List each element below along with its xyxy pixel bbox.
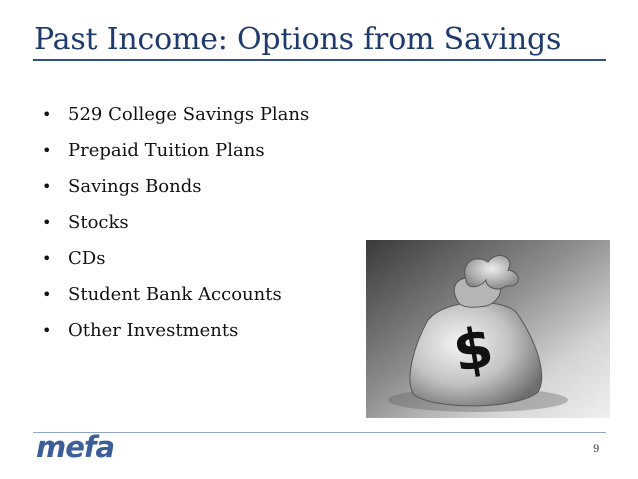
bullet-icon: •	[42, 104, 52, 124]
bullet-icon: •	[42, 248, 52, 268]
bullet-text: Other Investments	[68, 319, 239, 341]
bullet-list	[42, 96, 309, 348]
page-number: 9	[593, 444, 600, 455]
money-bag-photo	[366, 240, 610, 418]
bullet-text: Student Bank Accounts	[68, 283, 282, 305]
list-item	[42, 240, 309, 276]
list-item	[42, 276, 309, 312]
bullet-icon: •	[42, 212, 52, 232]
slide-title: Past Income: Options from Savings	[34, 22, 562, 57]
footer-divider	[33, 432, 606, 433]
mefa-logo: mefa	[36, 430, 115, 464]
bullet-icon: •	[42, 140, 52, 160]
bullet-icon: •	[42, 284, 52, 304]
list-item	[42, 96, 309, 132]
list-item	[42, 168, 309, 204]
list-item	[42, 132, 309, 168]
list-item	[42, 312, 309, 348]
bullet-text: Prepaid Tuition Plans	[68, 139, 265, 161]
dollar-sign-icon: $	[448, 314, 499, 386]
bullet-text: Stocks	[68, 211, 129, 233]
list-item	[42, 204, 309, 240]
bullet-icon: •	[42, 176, 52, 196]
bullet-text: CDs	[68, 247, 106, 269]
bullet-icon: •	[42, 320, 52, 340]
title-divider	[33, 59, 606, 61]
bullet-text: 529 College Savings Plans	[68, 103, 310, 125]
bullet-text: Savings Bonds	[68, 175, 202, 197]
